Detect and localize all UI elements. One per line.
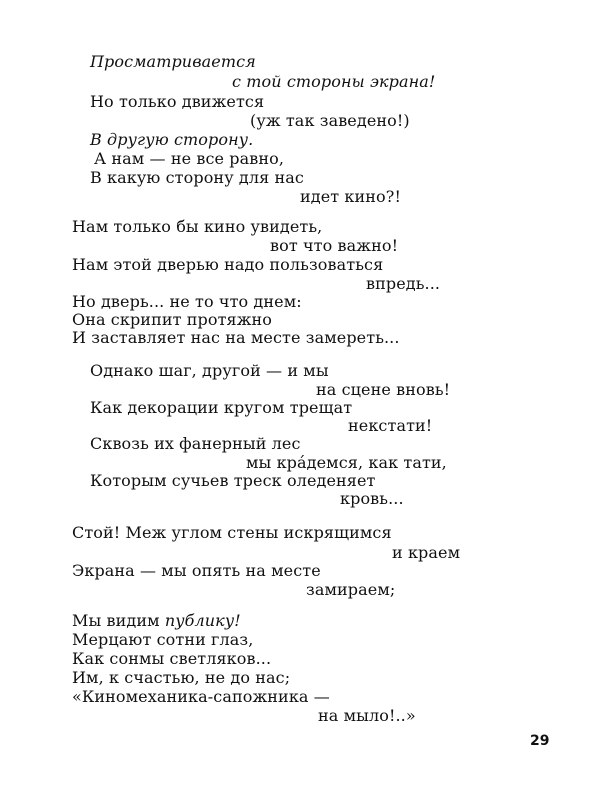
poem-line: кровь... [340, 489, 404, 508]
poem-line: А нам — не все равно, [94, 149, 285, 168]
poem-line-emphasis: публику! [164, 611, 241, 630]
poem-line: Как сонмы светляков... [72, 649, 272, 668]
poem-line: впредь... [366, 274, 441, 293]
poem-line: Им, к счастью, не до нас; [72, 668, 291, 687]
poem-line: Однако шаг, другой — и мы [90, 361, 329, 380]
poem-line: Нам этой дверью надо пользоваться [72, 255, 384, 274]
poem-line: Но только движется [90, 92, 265, 111]
poem-line: на сцене вновь! [316, 380, 451, 399]
poem-line: Просматривается [90, 52, 256, 71]
poem-line: мы кра́демся, как тати, [246, 453, 447, 472]
poem-line: некстати! [348, 416, 433, 435]
poem-line: И заставляет нас на месте замереть... [72, 328, 400, 347]
poem-line: В другую сторону. [90, 130, 254, 149]
poem-line: Как декорации кругом трещат [90, 398, 353, 417]
poem-line: (уж так заведено!) [250, 111, 410, 130]
poem-line: В какую сторону для нас [90, 168, 304, 187]
poem-line: с той стороны экрана! [232, 72, 436, 91]
poem-line: Она скрипит протяжно [72, 310, 273, 329]
poem-line: «Киномеханика-сапожника — [72, 687, 330, 706]
poem-line: Мерцают сотни глаз, [72, 630, 254, 649]
poem-line: Нам только бы кино увидеть, [72, 217, 323, 236]
poem-line: Стой! Меж углом стены искрящимся [72, 523, 392, 542]
page-number: 29 [530, 733, 550, 749]
poem-line: на мыло!..» [318, 706, 416, 725]
poem-line: Но дверь... не то что днем: [72, 292, 302, 311]
poem-line: и краем [392, 543, 461, 562]
poem-line-text: Мы видим [72, 611, 165, 630]
poem-line: Экрана — мы опять на месте [72, 561, 321, 580]
poem-line: Сквозь их фанерный лес [90, 434, 301, 453]
poem-line [72, 611, 241, 631]
poem-line: замираем; [306, 580, 396, 599]
poem-line: идет кино?! [300, 187, 401, 206]
poem-line: Которым сучьев треск оледеняет [90, 471, 376, 490]
poem-line: вот что важно! [270, 236, 399, 255]
